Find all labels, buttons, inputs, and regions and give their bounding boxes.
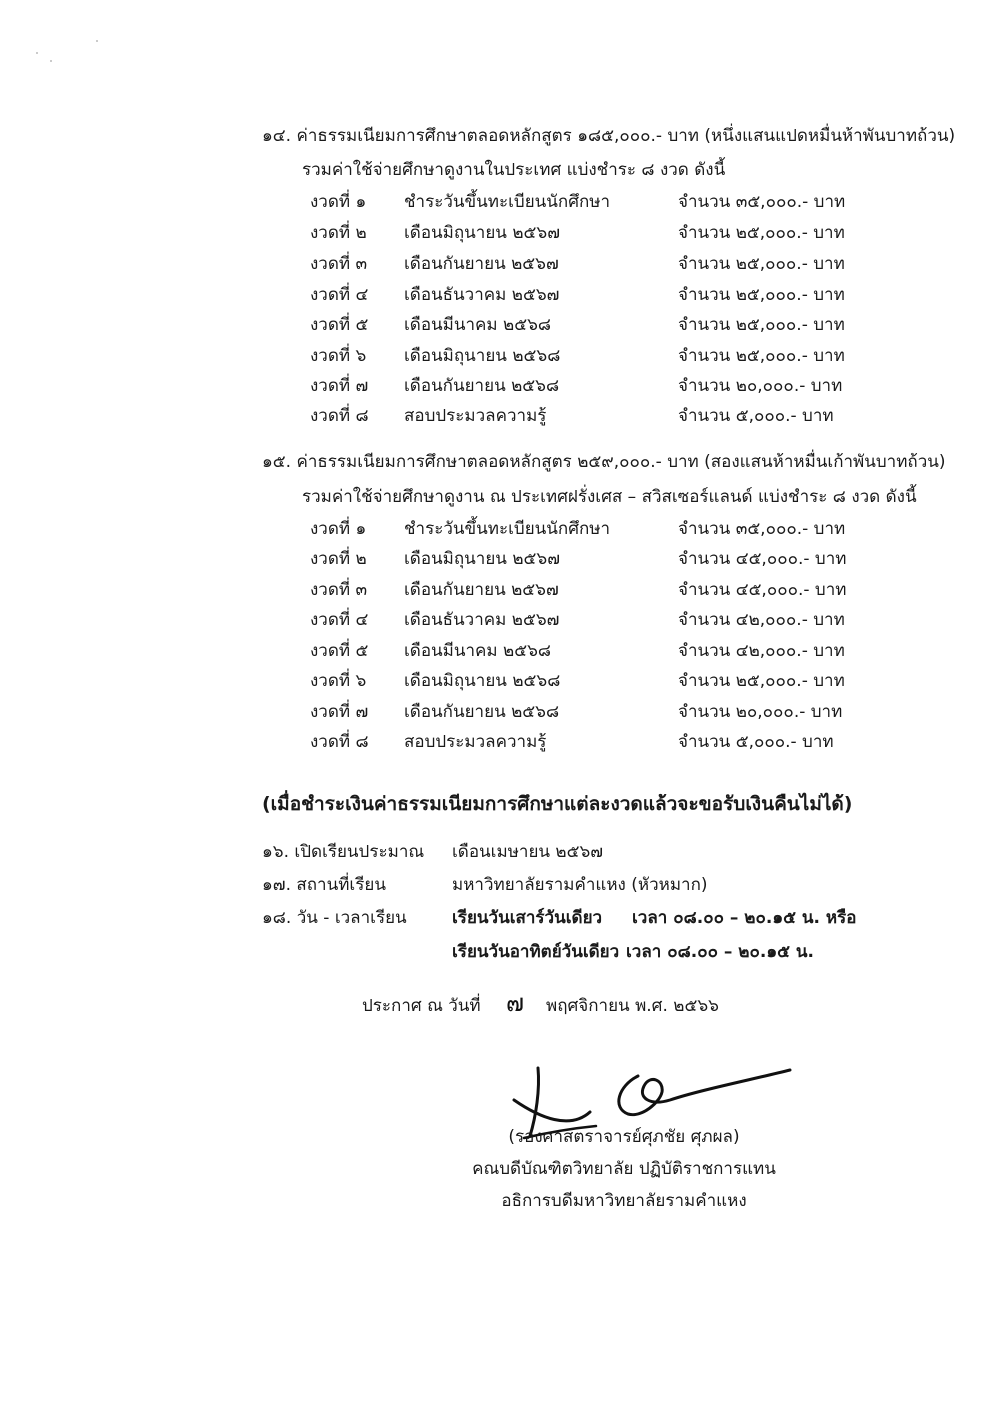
installment-label: งวดที่ ๑ bbox=[310, 192, 367, 212]
installment-label: งวดที่ ๘ bbox=[310, 406, 369, 426]
installment-amount: จำนวน ๒๕,๐๐๐.- บาท bbox=[678, 285, 845, 305]
installment-amount: จำนวน ๔๕,๐๐๐.- บาท bbox=[678, 549, 847, 569]
section18-label: ๑๘. วัน - เวลาเรียน bbox=[262, 908, 407, 928]
scan-speck bbox=[36, 52, 38, 54]
section16-value: เดือนเมษายน ๒๕๖๗ bbox=[452, 842, 604, 862]
installment-label: งวดที่ ๔ bbox=[310, 610, 369, 630]
installment-amount: จำนวน ๒๕,๐๐๐.- บาท bbox=[678, 315, 845, 335]
installment-label: งวดที่ ๑ bbox=[310, 519, 367, 539]
installment-label: งวดที่ ๓ bbox=[310, 254, 368, 274]
announcement-suffix: พฤศจิกายน พ.ศ. ๒๕๖๖ bbox=[546, 996, 719, 1016]
installment-desc: เดือนธันวาคม ๒๕๖๗ bbox=[404, 285, 560, 305]
installment-desc: เดือนกันยายน ๒๕๖๗ bbox=[404, 254, 559, 274]
installment-amount: จำนวน ๒๐,๐๐๐.- บาท bbox=[678, 376, 843, 396]
section18-saturday: เรียนวันเสาร์วันเดียว bbox=[452, 908, 603, 928]
installment-desc: เดือนมิถุนายน ๒๕๖๘ bbox=[404, 671, 561, 691]
installment-label: งวดที่ ๒ bbox=[310, 549, 367, 569]
installment-amount: จำนวน ๓๕,๐๐๐.- บาท bbox=[678, 519, 846, 539]
installment-amount: จำนวน ๕,๐๐๐.- บาท bbox=[678, 732, 834, 752]
installment-amount: จำนวน ๒๕,๐๐๐.- บาท bbox=[678, 254, 845, 274]
announcement-day: ๗ bbox=[506, 989, 525, 1017]
installment-desc: เดือนกันยายน ๒๕๖๘ bbox=[404, 702, 560, 722]
installment-amount: จำนวน ๒๐,๐๐๐.- บาท bbox=[678, 702, 843, 722]
section16-label: ๑๖. เปิดเรียนประมาณ bbox=[262, 842, 425, 862]
section15-subheading: รวมค่าใช้จ่ายศึกษาดูงาน ณ ประเทศฝรั่งเศส – สวิสเซอร์แลนด์ แบ่งชำระ ๘ งวด ดังนี้ bbox=[302, 487, 917, 507]
installment-desc: เดือนมีนาคม ๒๕๖๘ bbox=[404, 315, 552, 335]
refund-note: (เมื่อชำระเงินค่าธรรมเนียมการศึกษาแต่ละงวดแล้วจะขอรับเงินคืนไม่ได้) bbox=[262, 793, 853, 815]
installment-label: งวดที่ ๗ bbox=[310, 376, 369, 396]
announcement-prefix: ประกาศ ณ วันที่ bbox=[362, 996, 481, 1016]
section18-saturday-time: เวลา ๐๘.๐๐ – ๒๐.๑๕ น. หรือ bbox=[632, 908, 857, 928]
installment-label: งวดที่ ๕ bbox=[310, 315, 369, 335]
installment-label: งวดที่ ๒ bbox=[310, 223, 367, 243]
installment-desc: เดือนกันยายน ๒๕๖๗ bbox=[404, 580, 559, 600]
section18-sunday: เรียนวันอาทิตย์วันเดียว bbox=[452, 942, 620, 962]
installment-desc: เดือนกันยายน ๒๕๖๘ bbox=[404, 376, 560, 396]
installment-label: งวดที่ ๔ bbox=[310, 285, 369, 305]
section15-heading: ๑๕. ค่าธรรมเนียมการศึกษาตลอดหลักสูตร ๒๕๙,๐๐๐.- บาท (สองแสนห้าหมื่นเก้าพันบาทถ้วน) bbox=[262, 452, 946, 472]
installment-amount: จำนวน ๒๕,๐๐๐.- บาท bbox=[678, 223, 845, 243]
installment-desc: เดือนมิถุนายน ๒๕๖๘ bbox=[404, 346, 561, 366]
installment-label: งวดที่ ๖ bbox=[310, 346, 367, 366]
installment-label: งวดที่ ๓ bbox=[310, 580, 368, 600]
installment-amount: จำนวน ๔๒,๐๐๐.- บาท bbox=[678, 610, 845, 630]
installment-desc: เดือนมิถุนายน ๒๕๖๗ bbox=[404, 223, 560, 243]
installment-amount: จำนวน ๒๕,๐๐๐.- บาท bbox=[678, 346, 845, 366]
section17-value: มหาวิทยาลัยรามคำแหง (หัวหมาก) bbox=[452, 875, 708, 895]
installment-label: งวดที่ ๘ bbox=[310, 732, 369, 752]
installment-desc: เดือนมีนาคม ๒๕๖๘ bbox=[404, 641, 552, 661]
installment-label: งวดที่ ๕ bbox=[310, 641, 369, 661]
installment-desc: เดือนมิถุนายน ๒๕๖๗ bbox=[404, 549, 560, 569]
signatory-position2: อธิการบดีมหาวิทยาลัยรามคำแหง bbox=[501, 1191, 747, 1211]
installment-amount: จำนวน ๔๒,๐๐๐.- บาท bbox=[678, 641, 845, 661]
section18-sunday-time: เวลา ๐๘.๐๐ – ๒๐.๑๕ น. bbox=[626, 942, 814, 962]
installment-desc: สอบประมวลความรู้ bbox=[404, 732, 547, 752]
installment-desc: สอบประมวลความรู้ bbox=[404, 406, 547, 426]
section14-subheading: รวมค่าใช้จ่ายศึกษาดูงานในประเทศ แบ่งชำระ ๘ งวด ดังนี้ bbox=[302, 160, 726, 180]
installment-amount: จำนวน ๒๕,๐๐๐.- บาท bbox=[678, 671, 845, 691]
installment-amount: จำนวน ๓๕,๐๐๐.- บาท bbox=[678, 192, 846, 212]
installment-desc: ชำระวันขึ้นทะเบียนนักศึกษา bbox=[404, 192, 611, 212]
scan-speck bbox=[50, 60, 52, 62]
installment-desc: ชำระวันขึ้นทะเบียนนักศึกษา bbox=[404, 519, 611, 539]
installment-label: งวดที่ ๖ bbox=[310, 671, 367, 691]
section14-heading: ๑๔. ค่าธรรมเนียมการศึกษาตลอดหลักสูตร ๑๘๕,๐๐๐.- บาท (หนึ่งแสนแปดหมื่นห้าพันบาทถ้วน) bbox=[262, 126, 956, 146]
signatory-position1: คณบดีบัณฑิตวิทยาลัย ปฏิบัติราชการแทน bbox=[472, 1159, 776, 1179]
section17-label: ๑๗. สถานที่เรียน bbox=[262, 875, 386, 895]
installment-amount: จำนวน ๔๕,๐๐๐.- บาท bbox=[678, 580, 847, 600]
installment-amount: จำนวน ๕,๐๐๐.- บาท bbox=[678, 406, 834, 426]
installment-desc: เดือนธันวาคม ๒๕๖๗ bbox=[404, 610, 560, 630]
signatory-name: (รองศาสตราจารย์ศุภชัย ศุภผล) bbox=[508, 1127, 740, 1147]
installment-label: งวดที่ ๗ bbox=[310, 702, 369, 722]
scan-speck bbox=[96, 40, 98, 42]
